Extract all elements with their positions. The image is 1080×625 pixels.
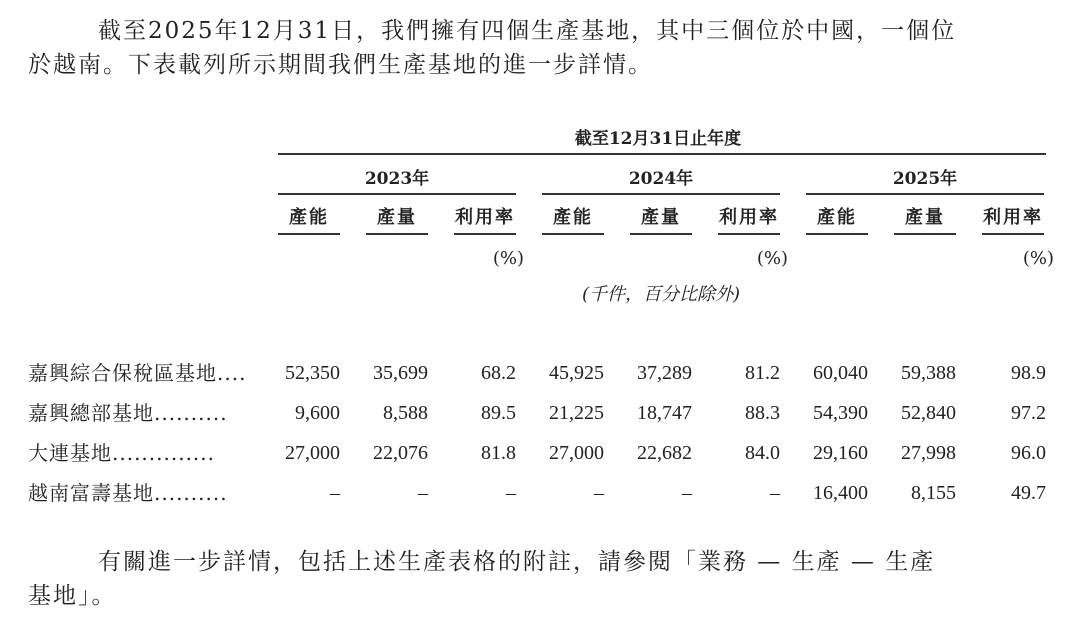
period-rule <box>278 153 1046 155</box>
column-header-rule <box>894 233 956 235</box>
unit-note: (千件，百分比除外) <box>581 284 741 305</box>
column-header-rule <box>542 233 604 235</box>
table-cell: 37,289 <box>637 362 692 384</box>
table-cell: 9,600 <box>295 402 340 424</box>
row-label: 嘉興總部基地.......... <box>28 401 228 425</box>
table-row <box>28 478 1048 508</box>
percent-unit: (%) <box>1022 248 1054 269</box>
table-row <box>28 438 1048 468</box>
year-2023-header: 2023年 <box>364 169 430 189</box>
table-cell: 52,350 <box>285 362 340 384</box>
table-cell: – <box>506 482 516 504</box>
column-header: 產能 <box>817 207 857 228</box>
intro-line-1: 截至2025年12月31日，我們擁有四個生產基地，其中三個位於中國，一個位 <box>98 18 957 44</box>
column-header: 產量 <box>641 207 681 228</box>
percent-unit: (%) <box>756 248 788 269</box>
table-cell: 81.8 <box>481 442 516 464</box>
table-cell: – <box>594 482 604 504</box>
outro-paragraph <box>28 545 1048 613</box>
row-label: 越南富壽基地.......... <box>28 481 228 505</box>
column-header: 產量 <box>905 207 945 228</box>
column-header-rule <box>630 233 692 235</box>
row-label: 大連基地.............. <box>28 441 216 465</box>
table-cell: 68.2 <box>481 362 516 384</box>
table-cell: 45,925 <box>549 362 604 384</box>
year-2024-rule <box>542 193 780 195</box>
column-header: 產能 <box>553 207 593 228</box>
column-header: 產能 <box>289 207 329 228</box>
column-header: 產量 <box>377 207 417 228</box>
table-cell: – <box>330 482 340 504</box>
table-cell: 88.3 <box>745 402 780 424</box>
intro-line-2: 於越南。下表載列所示期間我們生產基地的進一步詳情。 <box>28 52 653 78</box>
table-cell: 97.2 <box>1011 402 1046 424</box>
table-cell: 84.0 <box>745 442 780 464</box>
column-header: 利用率 <box>719 207 779 228</box>
table-cell: 27,000 <box>285 442 340 464</box>
year-2024-header: 2024年 <box>628 169 694 189</box>
column-header-rule <box>718 233 780 235</box>
table-cell: – <box>770 482 780 504</box>
table-cell: 35,699 <box>373 362 428 384</box>
table-cell: 98.9 <box>1011 362 1046 384</box>
table-cell: – <box>418 482 428 504</box>
column-header: 利用率 <box>455 207 515 228</box>
table-cell: 81.2 <box>745 362 780 384</box>
period-header: 截至12月31日止年度 <box>574 129 742 149</box>
column-header-rule <box>278 233 340 235</box>
column-header-rule <box>366 233 428 235</box>
table-cell: – <box>682 482 692 504</box>
intro-paragraph <box>28 14 1048 82</box>
table-cell: 27,000 <box>549 442 604 464</box>
table-cell: 54,390 <box>813 402 868 424</box>
table-cell: 8,588 <box>383 402 428 424</box>
year-2025-header: 2025年 <box>892 169 958 189</box>
table-cell: 96.0 <box>1011 442 1046 464</box>
column-header-rule <box>806 233 868 235</box>
table-cell: 22,076 <box>373 442 428 464</box>
table-cell: 89.5 <box>481 402 516 424</box>
row-label: 嘉興綜合保稅區基地.... <box>28 361 247 385</box>
table-cell: 16,400 <box>813 482 868 504</box>
column-header-rule <box>982 233 1044 235</box>
table-cell: 29,160 <box>813 442 868 464</box>
outro-line-1: 有關進一步詳情，包括上述生產表格的附註，請參閱「業務 — 生產 — 生產 <box>98 549 936 575</box>
table-cell: 52,840 <box>901 402 956 424</box>
table-cell: 27,998 <box>901 442 956 464</box>
outro-line-2: 基地」。 <box>28 583 117 609</box>
table-cell: 21,225 <box>549 402 604 424</box>
table-cell: 49.7 <box>1011 482 1046 504</box>
table-cell: 59,388 <box>901 362 956 384</box>
percent-unit: (%) <box>492 248 524 269</box>
table-row <box>28 358 1048 388</box>
table-cell: 8,155 <box>911 482 956 504</box>
table-cell: 60,040 <box>813 362 868 384</box>
table-cell: 18,747 <box>637 402 692 424</box>
year-2023-rule <box>278 193 516 195</box>
year-2025-rule <box>806 193 1044 195</box>
column-header-rule <box>454 233 516 235</box>
column-header: 利用率 <box>983 207 1043 228</box>
table-row <box>28 398 1048 428</box>
table-cell: 22,682 <box>637 442 692 464</box>
